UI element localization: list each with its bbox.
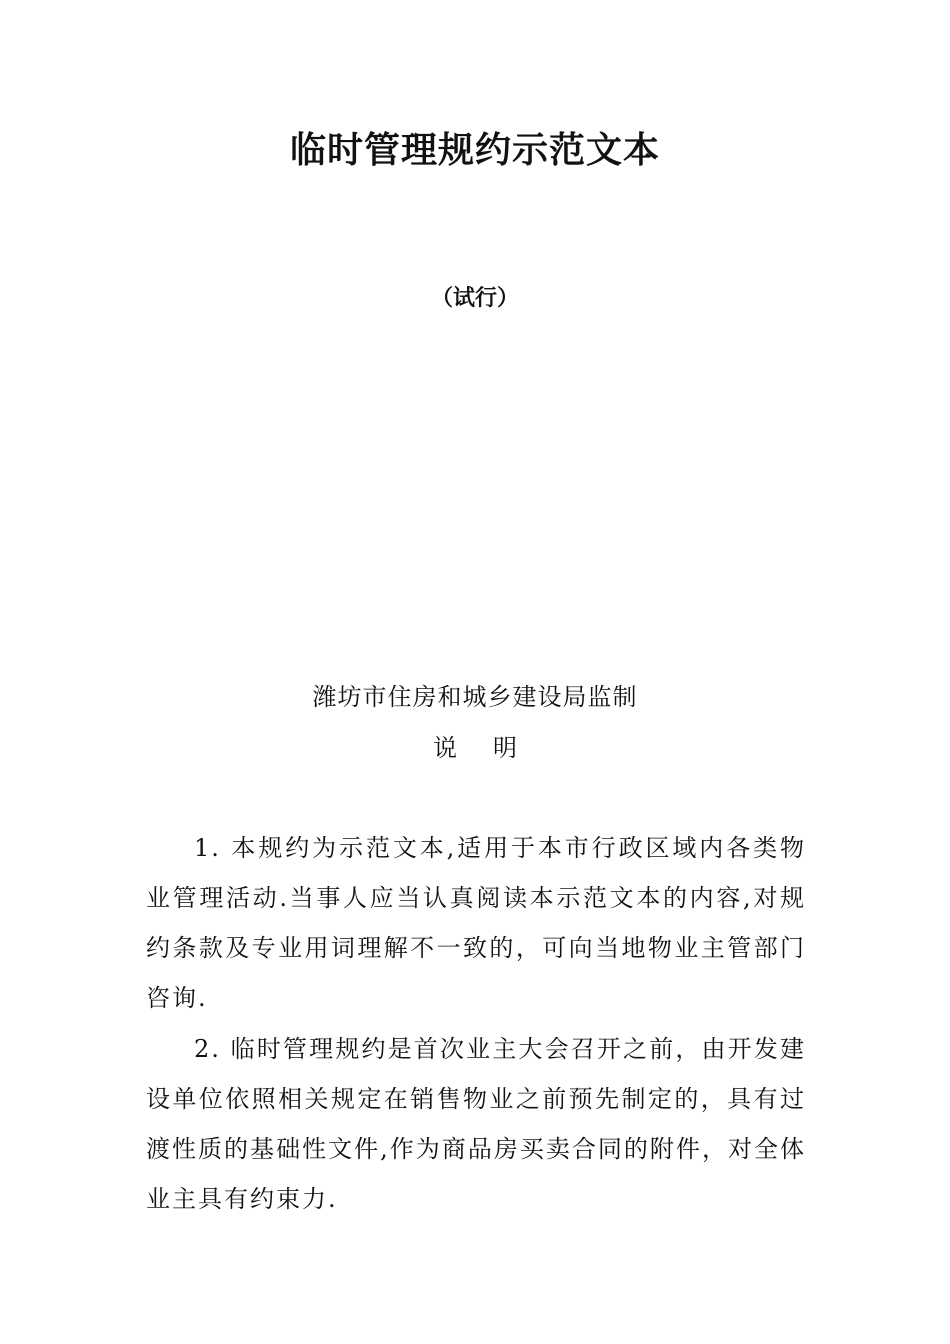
document-title: 临时管理规约示范文本 bbox=[289, 130, 660, 171]
section-heading-char-2: 明 bbox=[493, 734, 517, 762]
supervisor-line: 潍坊市住房和城乡建设局监制 bbox=[312, 683, 638, 711]
paragraph-2: 2. 临时管理规约是首次业主大会召开之前，由开发建设单位依照相关规定在销售物业之前预先制定的，具有过渡性质的基础性文件,作为商品房买卖合同的附件，对全体业主具有约束力. bbox=[146, 1035, 806, 1213]
paragraph-1: 1. 本规约为示范文本,适用于本市行政区域内各类物业管理活动.当事人应当认真阅读本示范文本的内容,对规约条款及专业用词理解不一致的，可向当地物业主管部门咨询. bbox=[146, 834, 806, 1012]
section-heading-char-1: 说 bbox=[433, 734, 457, 762]
section-heading bbox=[0, 732, 950, 764]
document-subtitle: （试行） bbox=[430, 286, 519, 311]
